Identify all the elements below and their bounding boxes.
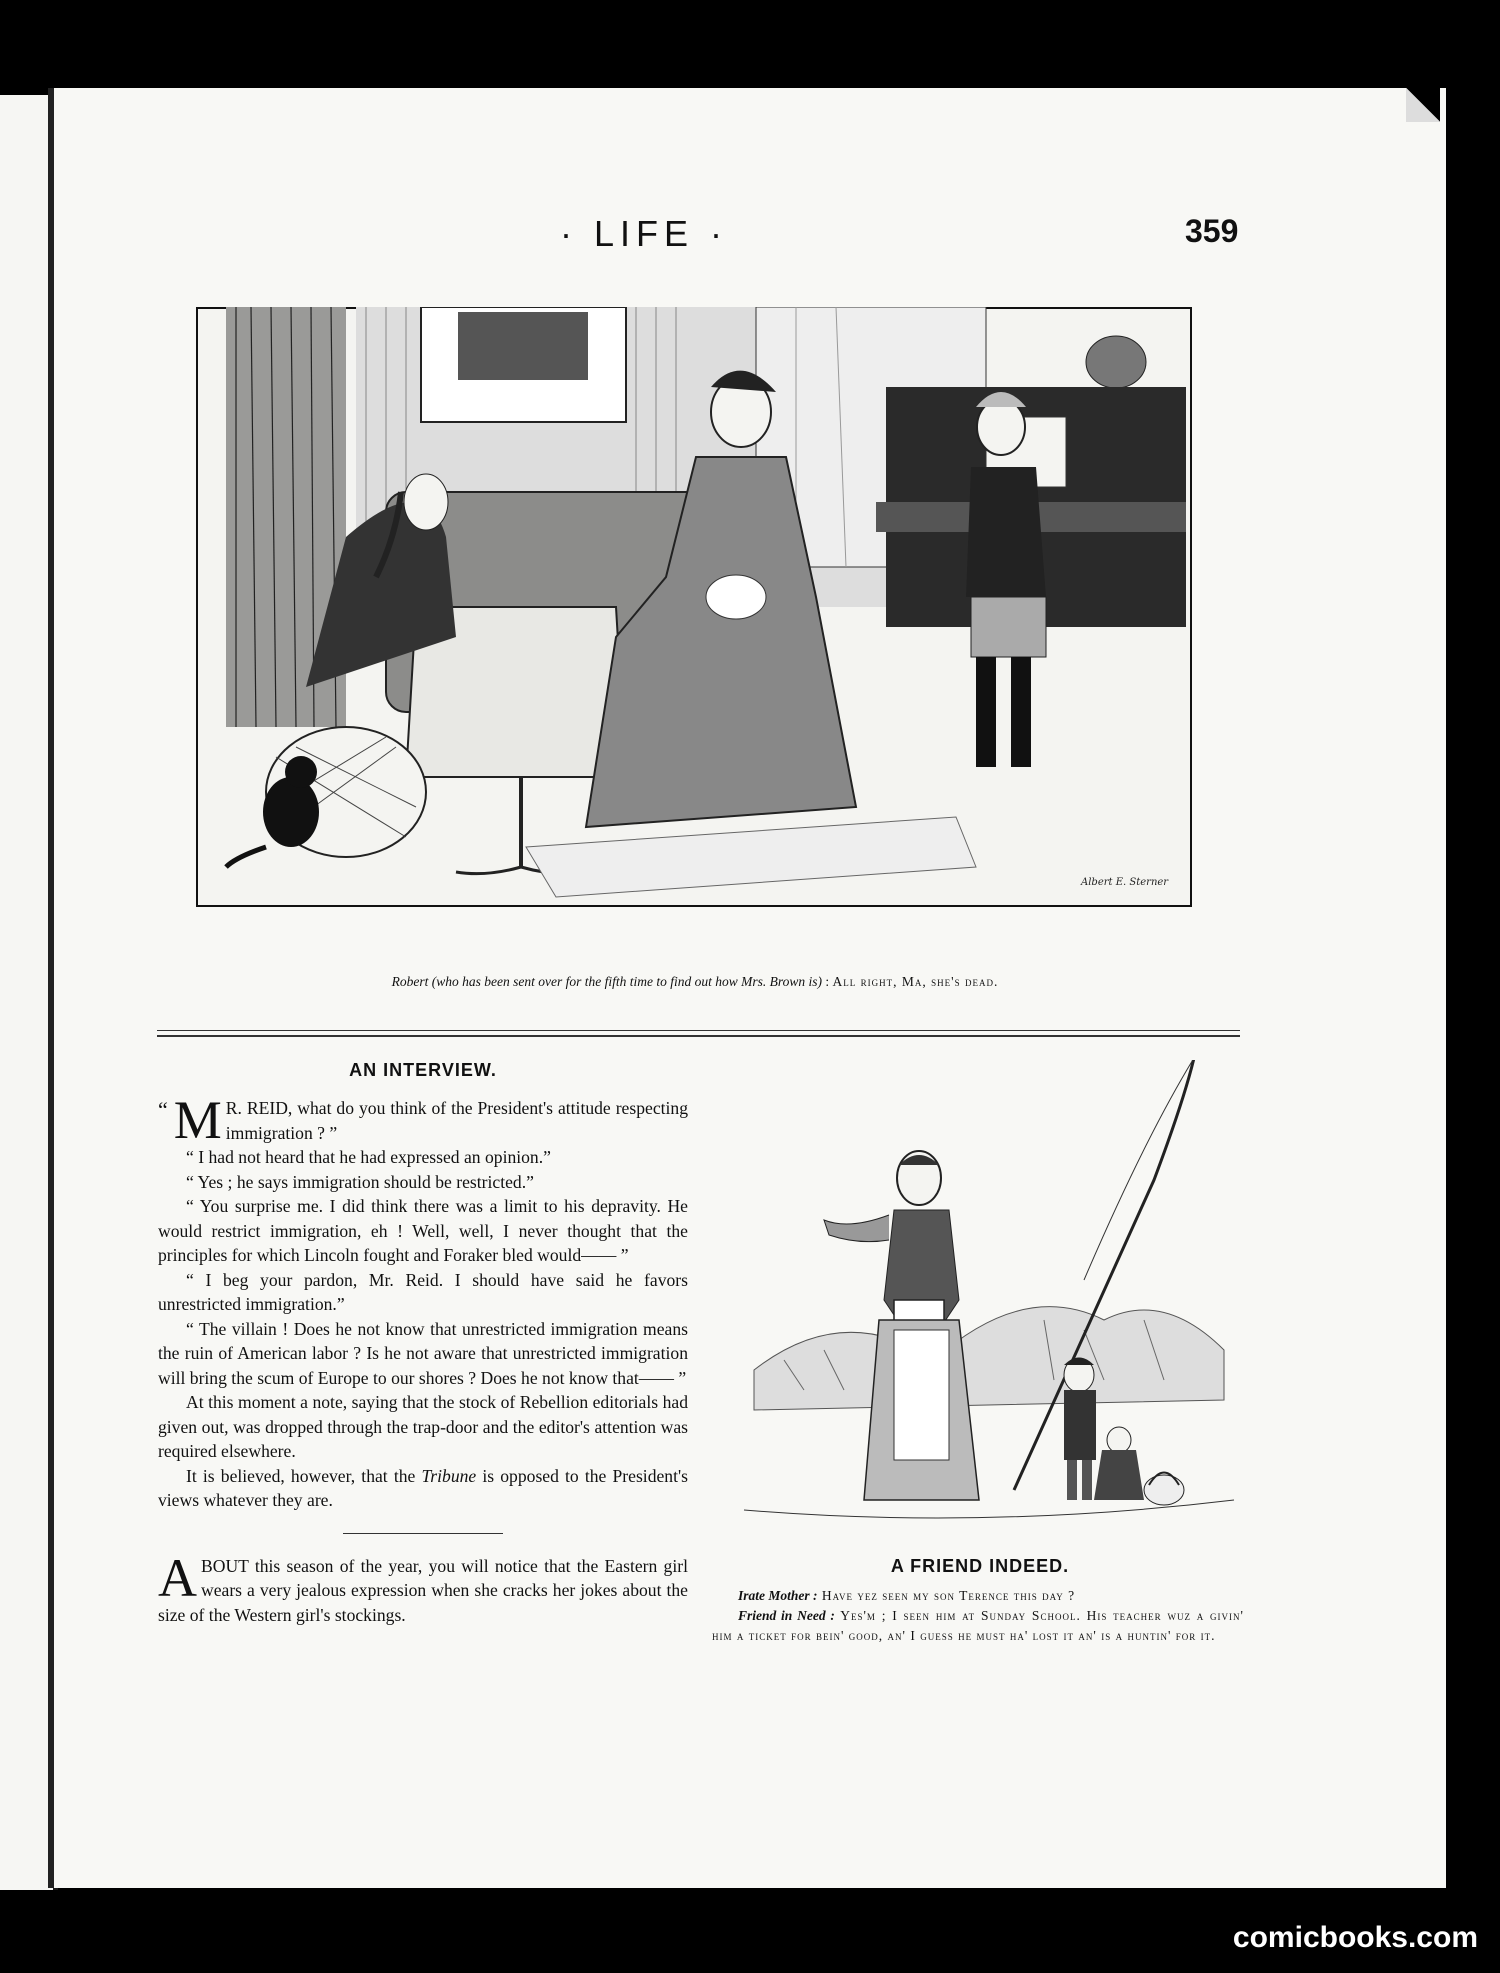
- interview-first-paragraph: [158, 1090, 688, 1150]
- interview-paragraph: “ Yes ; he says immigration should be restricted.”: [186, 1171, 534, 1192]
- interview-paragraph: “ You surprise me. I did think there was a limit to his depravity. He would restrict immigration, eh ! Well, well, I never thought that the principles for which Lincoln fought and Foraker bled would—— ”: [158, 1196, 688, 1265]
- mother-line: Have yez seen my son Terence this day ?: [817, 1588, 1076, 1603]
- caption-speaker: Robert: [391, 974, 429, 989]
- page-header: [0, 125, 1500, 254]
- dialogue-line-2: [712, 1606, 1244, 1646]
- interview-paragraph: “ I beg your pardon, Mr. Reid. I should have said he favors unrestricted immigration.”: [158, 1269, 688, 1314]
- interview-first-text: R. REID, what do you think of the President's attitude respecting immigration ? ”: [225, 1098, 688, 1143]
- watermark: comicbooks.com: [1232, 1921, 1478, 1954]
- illustration-signature: Albert E. Sterner: [1081, 877, 1169, 888]
- friend-indeed-title: A FRIEND INDEED.: [890, 1556, 1070, 1576]
- friend-dialogue: [712, 1586, 1244, 1646]
- interview-title: AN INTERVIEW.: [349, 1060, 497, 1080]
- open-quote: “: [158, 1097, 168, 1122]
- about-text: BOUT this season of the year, you will notice that the Eastern girl wears a very jealous expression when she cracks her jokes about the size of the Western girl's stockings.: [158, 1555, 688, 1625]
- interview-paragraph: “ I had not heard that he had expressed an opinion.”: [186, 1147, 551, 1167]
- section-divider: [157, 1030, 1240, 1037]
- page-corner-curl: [1406, 88, 1440, 122]
- short-divider: [343, 1533, 503, 1534]
- drop-cap-m: M: [173, 1090, 222, 1150]
- speaker-friend: Friend in Need :: [738, 1608, 835, 1623]
- illustration-caption: [150, 974, 1240, 990]
- caption-aside: (who has been sent over for the fifth time to find out how Mrs. Brown is): [431, 974, 823, 989]
- last-para-pre: It is believed, however, that the: [186, 1465, 422, 1486]
- about-paragraph: [158, 1547, 688, 1628]
- magazine-title: · LIFE ·: [560, 213, 729, 254]
- page-number: 359: [1185, 213, 1239, 249]
- dialogue-line-1: [712, 1586, 1244, 1606]
- interview-paragraph: “ The villain ! Does he not know that unrestricted immigration means the ruin of American labor ? Is he not aware that unrestricted immigration will bring the scum of Europe to our shores ? Does he not know that—— ”: [158, 1318, 688, 1388]
- speaker-mother: Irate Mother :: [738, 1588, 818, 1603]
- parlor-illustration: [196, 307, 1192, 907]
- caption-line: All right, Ma, she's dead.: [832, 974, 999, 989]
- interview-column: [158, 1090, 688, 1627]
- drop-cap-a: A: [158, 1547, 197, 1608]
- friend-line: Yes'm ; I seen him at Sunday School. His teacher wuz a givin' him a ticket for bein' good, an' I guess he must ha' lost it an' is a huntin' for it.: [712, 1608, 1244, 1643]
- interview-last-paragraph: [158, 1464, 688, 1513]
- tribune-title: Tribune: [421, 1465, 477, 1486]
- caption-colon: :: [822, 974, 833, 989]
- last-para-post: is opposed to the President's views whatever they are.: [158, 1465, 688, 1510]
- interview-paragraph: At this moment a note, saying that the stock of Rebellion editorials had given out, was dropped through the trap-door and the editor's attention was required elsewhere.: [158, 1392, 688, 1461]
- friend-indeed-illustration: [724, 1060, 1244, 1530]
